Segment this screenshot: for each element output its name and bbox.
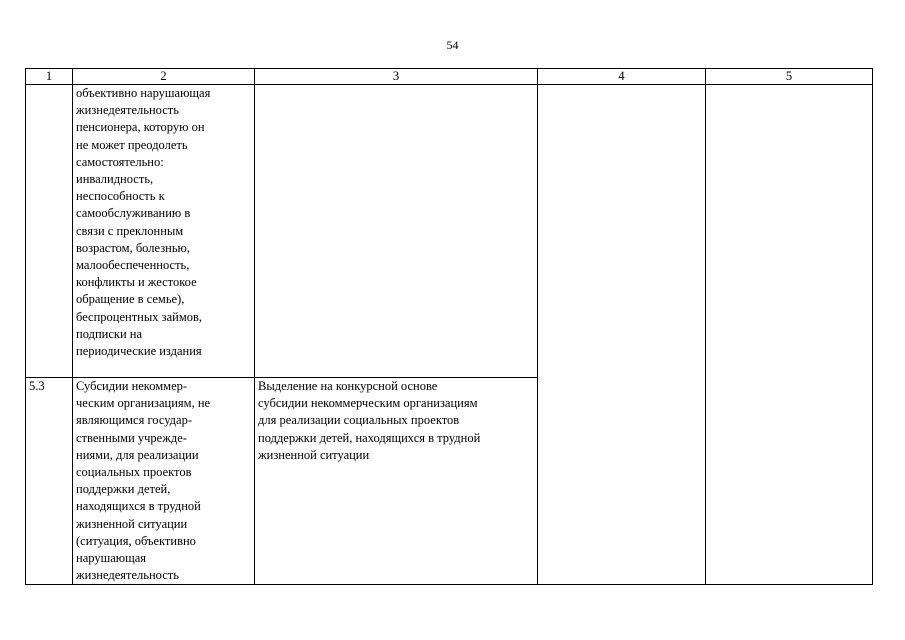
text-line: для реализации социальных проектов: [258, 413, 460, 428]
header-col-4: 4: [538, 69, 706, 85]
text-line: ниями, для реализации: [76, 447, 199, 462]
text-line: жизненной ситуации: [76, 516, 188, 531]
col4-merged-cell: [538, 85, 706, 585]
text-line: возрастом, болезнью,: [76, 240, 190, 255]
text-line: нарушающая: [76, 551, 147, 566]
row-number-cell: 5.3: [26, 378, 73, 585]
text-line: подписки на: [76, 326, 142, 341]
text-line: жизнедеятельность: [76, 568, 179, 583]
text-line: жизненной ситуации: [258, 447, 370, 462]
continuation-description-cell: [73, 85, 255, 378]
header-col-1: 1: [26, 69, 73, 85]
text-line: находящихся в трудной: [76, 499, 201, 514]
text-line: беспроцентных займов,: [76, 309, 203, 324]
text-line: социальных проектов: [76, 465, 192, 480]
text-line: являющимся государ-: [76, 413, 193, 428]
text-line: периодические издания: [76, 344, 202, 359]
text-line: Субсидии некоммер-: [76, 379, 188, 393]
text-line: конфликты и жестокое: [76, 275, 197, 290]
text-line: ственными учрежде-: [76, 430, 187, 445]
document-table: [25, 68, 873, 585]
text-line: Выделение на конкурсной основе: [258, 379, 438, 393]
text-line: связи с преклонным: [76, 223, 184, 238]
page-number: 54: [446, 38, 459, 52]
text-line: самообслуживанию в: [76, 206, 191, 221]
text-line: обращение в семье),: [76, 292, 185, 307]
table-header-row: [26, 69, 873, 85]
row-activity-cell: [255, 378, 538, 585]
text-line: жизнедеятельность: [76, 103, 179, 118]
header-col-2: 2: [73, 69, 255, 85]
text-line: малообеспеченность,: [76, 258, 190, 273]
text-line: инвалидность,: [76, 172, 154, 187]
text-line: субсидии некоммерческим организациям: [258, 396, 478, 411]
text-line: неспособность к: [76, 189, 165, 204]
continuation-activity-cell: [255, 85, 538, 378]
col5-merged-cell: [706, 85, 873, 585]
table-row-continuation: [26, 85, 873, 378]
text-line: объективно нарушающая: [76, 86, 211, 100]
text-line: (ситуация, объективно: [76, 533, 196, 548]
continuation-number-cell: [26, 85, 73, 378]
text-line: ческим организациям, не: [76, 396, 211, 411]
text-line: поддержки детей, находящихся в трудной: [258, 430, 481, 445]
header-col-5: 5: [706, 69, 873, 85]
text-line: не может преодолеть: [76, 137, 188, 152]
header-col-3: 3: [255, 69, 538, 85]
row-description-cell: [73, 378, 255, 585]
text-line: самостоятельно:: [76, 154, 164, 169]
text-line: пенсионера, которую он: [76, 120, 205, 135]
text-line: поддержки детей,: [76, 482, 171, 497]
